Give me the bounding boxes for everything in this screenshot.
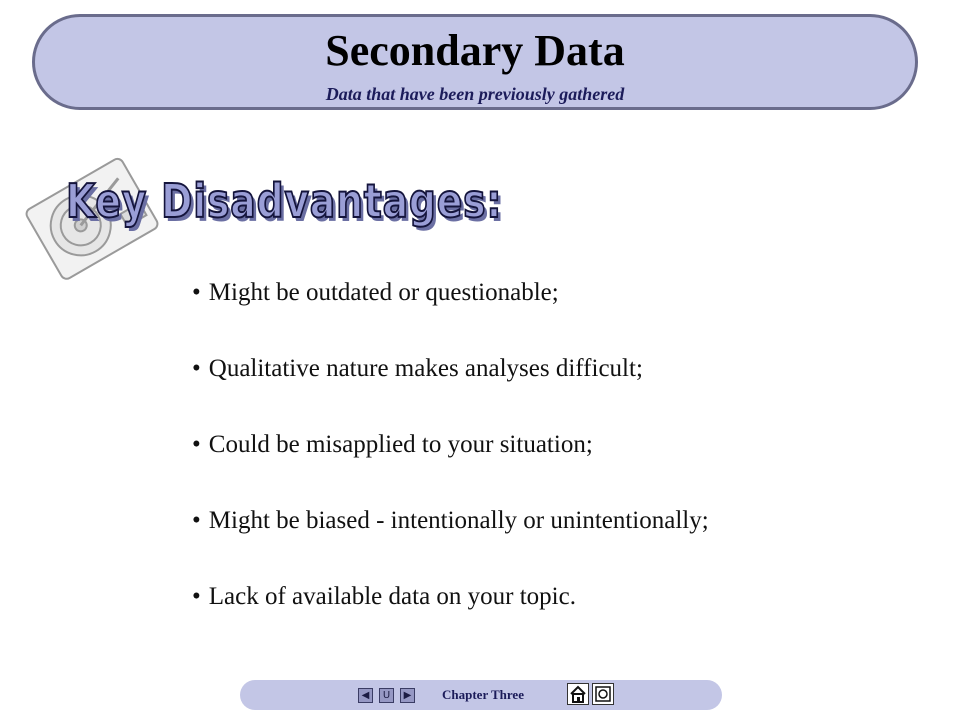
- up-icon: U: [382, 690, 391, 701]
- help-button[interactable]: [592, 683, 614, 705]
- up-button[interactable]: [379, 688, 394, 703]
- list-item: • Could be misapplied to your situation;: [192, 426, 709, 464]
- next-slide-button[interactable]: [400, 688, 415, 703]
- list-item: • Might be biased - intentionally or unintentionally;: [192, 502, 709, 540]
- prev-slide-button[interactable]: [358, 688, 373, 703]
- slide-subtitle: Data that have been previously gathered: [325, 84, 625, 104]
- arrow-right-icon: ▶: [403, 690, 412, 701]
- footer-nav-bar: [240, 680, 722, 710]
- chapter-label[interactable]: Chapter Three: [442, 687, 524, 702]
- section-heading: Key Disadvantages:: [66, 174, 503, 228]
- slide-title: Secondary Data: [325, 26, 625, 75]
- list-item: • Might be outdated or questionable;: [192, 274, 709, 312]
- arrow-left-icon: ◀: [361, 690, 370, 701]
- home-icon: [568, 684, 588, 704]
- home-button[interactable]: [567, 683, 589, 705]
- list-item: • Qualitative nature makes analyses difficult;: [192, 350, 709, 388]
- disadvantages-list: [192, 274, 709, 654]
- title-banner: [32, 14, 918, 110]
- help-icon: [593, 684, 613, 704]
- list-item: • Lack of available data on your topic.: [192, 578, 709, 616]
